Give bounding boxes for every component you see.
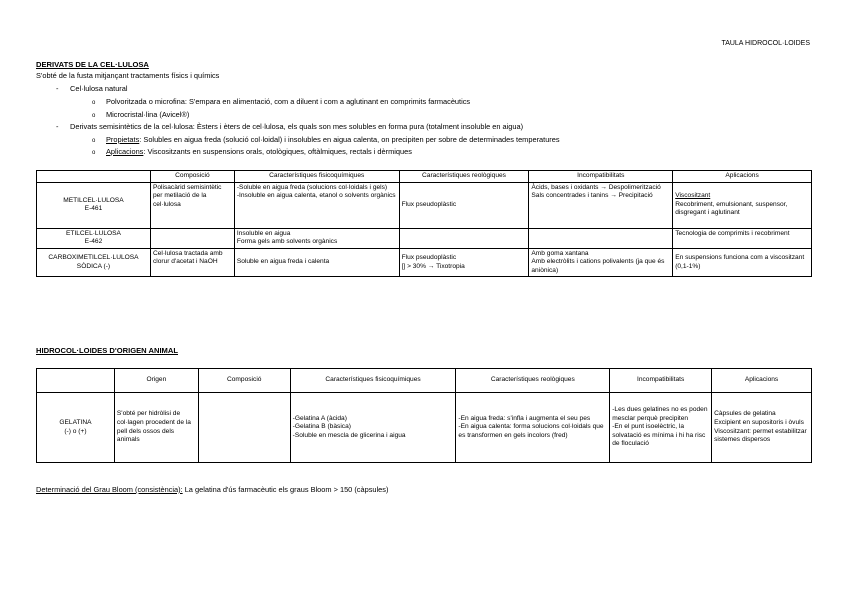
section-title-cellulose: DERIVATS DE LA CEL·LULOSA	[36, 60, 149, 69]
table-row: CARBOXIMETILCEL·LULOSA SÒDICA (-) Cel·lulosa tractada amb clorur d'acetat i NaOH Soluble en aigua freda i calenta Flux pseudoplàstic [] > 30% → Tixotropia Amb goma xantana Amb electròlits i cations polivalents (ja que és aniònica) En suspensions funciona com a viscositzant (0,1-1%)	[37, 248, 812, 277]
circle-bullet-icon: o	[92, 138, 96, 144]
table-header-row: Composició Característiques fisicoquímiques Característiques reològiques Incompatibilitats Aplicacions	[37, 171, 812, 183]
circle-bullet-icon: o	[92, 150, 96, 156]
list-item: o Propietats: Solubles en aigua freda (solució col·loidal) i insolubles en aigua calenta, on precipiten per sobre de determinades temperatures	[92, 135, 560, 144]
section-intro: S'obté de la fusta mitjançant tractaments físics i químics	[36, 71, 220, 80]
circle-bullet-icon: o	[92, 113, 96, 119]
list-item: - Derivats semisintètics de la cel·lulosa: Èsters i èters de cel·lulosa, els quals son mes solubles en forma pura (totalment insoluble en aigua)	[56, 122, 524, 131]
dash-bullet-icon: -	[56, 84, 59, 93]
list-item: o Microcristal·lina (Avicel®)	[92, 110, 190, 119]
list-item: o Polvoritzada o microfina: S'empara en alimentació, com a diluent i com a aglutinant en comprimits farmacèutics	[92, 97, 471, 106]
cellulose-table	[36, 170, 812, 277]
bloom-grade-note: Determinació del Grau Bloom (consistència): La gelatina d'ús farmacèutic els graus Bloom > 150 (càpsules)	[36, 485, 389, 494]
dash-bullet-icon: -	[56, 122, 59, 131]
list-item: - Cel·lulosa natural	[56, 84, 128, 93]
list-item: o Aplicacions: Viscositzants en suspensions orals, otològiques, oftàlmiques, rectals i dèrmiques	[92, 147, 412, 156]
table-row: GELATINA (-) o (+) S'obté per hidròlisi de col·lagen procedent de la pell dels ossos dels animals -Gelatina A (àcida) -Gelatina B (bàsica) -Soluble en mescla de glicerina i aigua -En aigua freda: s'infla i augmenta el seu pes -En aigua calenta: forma solucions col·loidals que es transformen en gels incolors (fred) -Les dues gelatines no es poden mesclar perquè precipiten -En el punt isoelèctric, la solvatació es mínima i hi ha risc de floculació Càpsules de gelatina Excipient en supositoris i òvuls Viscositzant: permet estabilitzar sistemes dispersos	[37, 393, 812, 463]
section-title-animal: HIDROCOL·LOIDES D'ORIGEN ANIMAL	[36, 346, 179, 355]
table-row: ETILCEL·LULOSA E-462 Insoluble en aigua Forma gels amb solvents orgànics Tecnologia de comprimits i recobriment	[37, 228, 812, 248]
circle-bullet-icon: o	[92, 100, 96, 106]
table-row: METILCEL·LULOSA E-461 Polisacàrid semisintètic per metilació de la cel·lulosa -Soluble en aigua freda (solucions col·loidals i gels) -Insoluble en aigua calenta, etanol o solvents orgànics Flux pseudoplàstic Àcids, bases i oxidants → Despolimerització Sals concentrades i tanins → Precipitació Viscositzant Recobriment, emulsionant, suspensor, disgregant i aglutinant	[37, 182, 812, 228]
gelatin-table	[36, 368, 812, 463]
document-header: TAULA HIDROCOL·LOIDES	[721, 40, 810, 47]
table-header-row: Origen Composició Característiques fisicoquímiques Característiques reològiques Incompatibilitats Aplicacions	[37, 369, 812, 393]
